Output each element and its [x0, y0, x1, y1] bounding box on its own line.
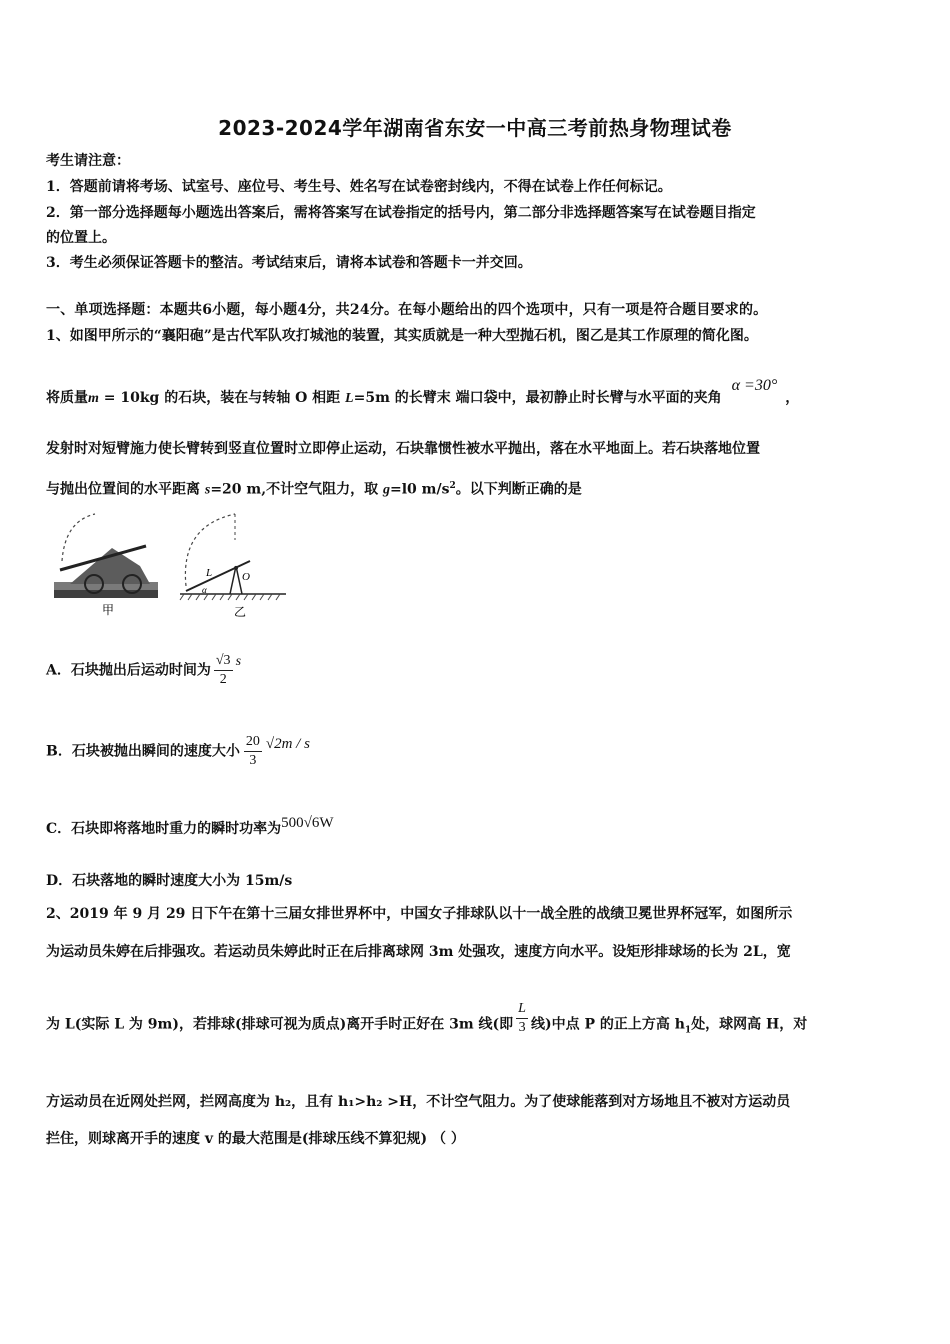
q2-line-3: 为 L(实际 L 为 9m)，若排球(排球可视为质点)离开手时正好在 3m 线(即 $\frac{L}{3}$ 线)中点 P 的正上方高 $h_1$处，球网高 H，对	[46, 1001, 808, 1036]
label-alpha: α	[202, 585, 207, 595]
notice-item-3: 3．考生必须保证答题卡的整洁。考试结束后，请将本试卷和答题卡一并交回。	[46, 255, 532, 271]
q2-fraction: $\frac{L}{3}$	[518, 1001, 526, 1035]
angle-formula: α =30°	[731, 377, 778, 394]
notice-heading: 考生请注意：	[46, 153, 130, 169]
photo-ground-dark	[54, 590, 158, 598]
q1-line-1: 1、如图甲所示的“襄阳砲”是古代军队攻打城池的装置，其实质就是一种大型抛石机，图乙是其工作原理的简化图。	[46, 328, 758, 344]
option-d: D．石块落地的瞬时速度大小为 15m/s	[46, 873, 293, 889]
label-jia: 甲	[102, 603, 115, 617]
q1-line-2: 将质量m = 10kg 的石块，装在与转轴 O 相距 L=5m 的长臂末 端口袋中，最初静止时长臂与水平面的夹角α =30°，	[46, 377, 800, 406]
schematic-pivot	[234, 566, 238, 570]
q2-line-1: 2、2019 年 9 月 29 日下午在第十三届女排世界杯中，中国女子排球队以十一战全胜的战绩卫冕世界杯冠军，如图所示	[46, 906, 793, 922]
notice-item-1: 1．答题前请将考场、试室号、座位号、考生号、姓名写在试卷密封线内，不得在试卷上作任何标记。	[46, 179, 672, 195]
label-L: L	[206, 567, 213, 579]
option-c: C．石块即将落地时重力的瞬时功率为500√6W	[46, 815, 334, 837]
photo-trajectory	[62, 514, 95, 561]
trebuchet-photo	[54, 514, 158, 617]
trebuchet-figure	[50, 506, 290, 630]
q2-line-5: 拦住，则球离开手的速度 v 的最大范围是(排球压线不算犯规) （ ）	[46, 1131, 465, 1147]
q2-line-2: 为运动员朱婷在后排强攻。若运动员朱婷此时正在后排离球网 3m 处强攻，速度方向水平。设矩形排球场的长为 2L，宽	[46, 944, 791, 960]
notice-item-2-cont: 的位置上。	[46, 230, 116, 246]
label-O: O	[242, 571, 250, 583]
option-b: B．石块被抛出瞬间的速度大小 $\frac{20}{3}$ √2m / s	[46, 734, 310, 768]
trebuchet-schematic	[180, 514, 286, 619]
page-title: 2023-2024学年湖南省东安一中高三考前热身物理试卷	[218, 116, 732, 140]
option-a: A．石块抛出后运动时间为 $\frac{√3}{2}$ s	[46, 653, 242, 687]
option-b-fraction: $\frac{20}{3}$	[245, 734, 260, 768]
label-yi: 乙	[234, 605, 247, 619]
option-a-fraction: $\frac{√3}{2}$	[215, 653, 231, 687]
schematic-hatch	[180, 594, 280, 600]
section-heading: 一、单项选择题：本题共6小题，每小题4分，共24分。在每小题给出的四个选项中，只有一项是符合题目要求的。	[46, 302, 768, 318]
q1-line-4: 与抛出位置间的水平距离 s=20 m,不计空气阻力，取 g=l0 $m/s^2$。以下判断正确的是	[46, 481, 582, 498]
notice-item-2: 2．第一部分选择题每小题选出答案后，需将答案写在试卷指定的括号内，第二部分非选择题答案写在试卷题目指定	[46, 205, 756, 221]
q1-line-3: 发射时对短臂施力使长臂转到竖直位置时立即停止运动，石块靠惯性被水平抛出，落在水平地面上。若石块落地位置	[46, 441, 760, 457]
q2-line-4: 方运动员在近网处拦网，拦网高度为 h₂，且有 h₁>h₂ >H，不计空气阻力。为了使球能落到对方场地且不被对方运动员	[46, 1094, 791, 1110]
